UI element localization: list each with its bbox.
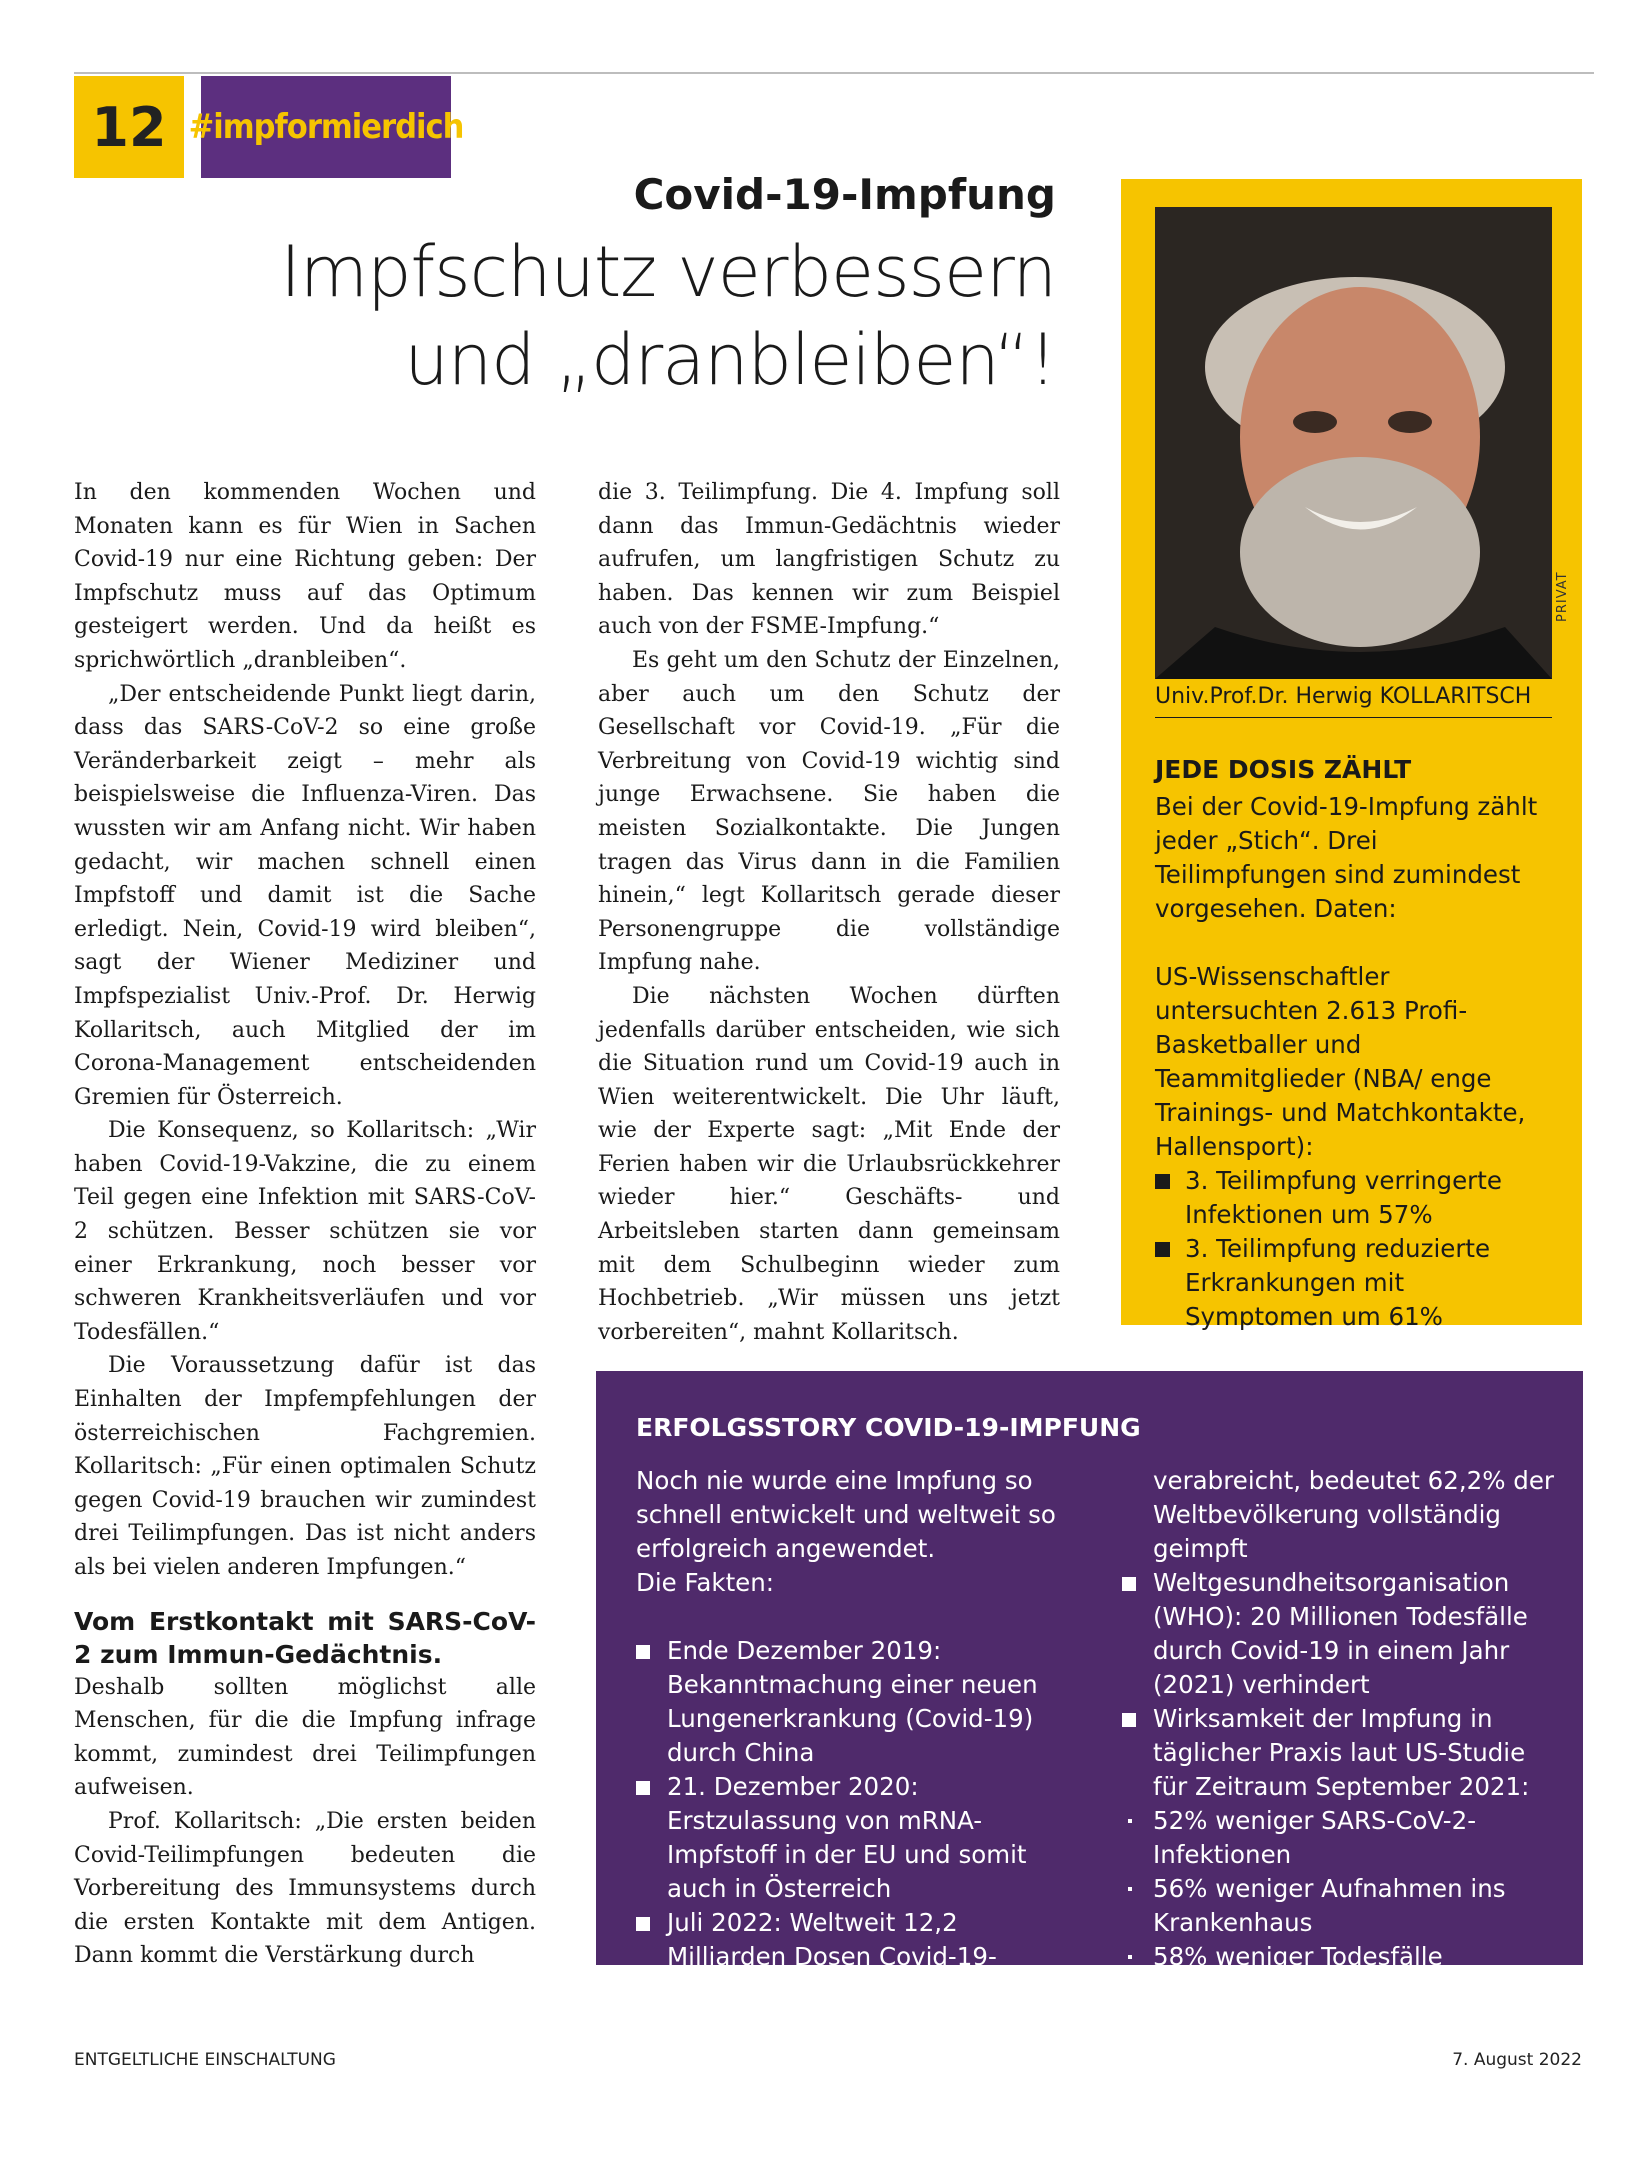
footer-notice: ENTGELTLICHE EINSCHALTUNG (74, 2050, 336, 2070)
sub-list-item: 52% weniger SARS-CoV-2-Infektionen (1122, 1804, 1562, 1872)
list-item: 3. Teilimpfung reduzierte Erkrankungen mit Symptomen um 61% (1155, 1232, 1555, 1334)
page-number: 12 (74, 76, 184, 178)
square-bullet-icon (636, 1917, 650, 1931)
success-story-title: ERFOLGSSTORY COVID-19-IMPFUNG (636, 1413, 1141, 1442)
square-bullet-icon (636, 1645, 650, 1659)
paragraph: Prof. Kollaritsch: „Die ersten beiden Covid-Teilimpfungen bedeuten die Vorbereitung des Immunsystems durch die ersten Kontakte mit dem Antigen. Dann kommt die Verstärkung durch (74, 1808, 536, 1969)
portrait-photo (1155, 207, 1552, 679)
sub-list-item: 58% weniger Todesfälle (1122, 1940, 1562, 1974)
sidebar-title: JEDE DOSIS ZÄHLT (1155, 755, 1412, 784)
facts-list-2 (1122, 1566, 1562, 1804)
article-column-2 (598, 476, 1060, 1349)
dot-bullet-icon (1128, 1955, 1132, 1959)
list-item: 21. Dezember 2020: Erstzulassung von mRNA-Impfstoff in der EU und somit auch in Österreich (636, 1770, 1076, 1906)
dot-bullet-icon (1128, 1819, 1132, 1823)
paragraph: die 3. Teilimpfung. Die 4. Impfung soll dann das Immun-Gedächtnis wieder aufrufen, um langfristigen Schutz zu haben. Das kennen wir zum Beispiel auch von der FSME-Impfung.“ (598, 480, 1060, 640)
square-bullet-icon (1122, 1577, 1136, 1591)
article-column-1 (74, 476, 536, 1973)
footer-date: 7. August 2022 (1452, 2050, 1582, 2070)
success-intro: Noch nie wurde eine Impfung so schnell entwickelt und weltweit so erfolgreich angewendet. (636, 1466, 1056, 1563)
headline-line-2: und „dranbleiben“! (404, 319, 1056, 401)
list-item: Juli 2022: Weltweit 12,2 Milliarden Dosen Covid-19-Vakzine (636, 1906, 1076, 2008)
photo-caption: Univ.Prof.Dr. Herwig KOLLARITSCH (1155, 684, 1552, 718)
dot-bullet-icon (1128, 1887, 1132, 1891)
sidebar-intro: Bei der Covid-19-Impfung zählt jeder „Stich“. Drei Teilimpfungen sind zumindest vorgesehen. Daten: (1155, 792, 1538, 923)
paragraph: Die Voraussetzung dafür ist das Einhalten der Impfempfehlungen der österreichischen Fachgremien. Kollaritsch: „Für einen optimalen Schutz gegen Covid-19 brauchen wir zumindest drei Teilimpfungen. Das ist nicht anders als bei vielen anderen Impfungen.“ (74, 1353, 536, 1580)
portrait-illustration (1155, 207, 1552, 679)
list-continuation: verabreicht, bedeutet 62,2% der Weltbevölkerung vollständig geimpft (1153, 1466, 1554, 1563)
paragraph: Die Konsequenz, so Kollaritsch: „Wir haben Covid-19-Vakzine, die zu einem Teil gegen eine Infektion mit SARS-CoV-2 schützen. Besser schützen sie vor einer Erkrankung, noch besser vor schweren Krankheitsverläufen und vor Todesfällen.“ (74, 1118, 536, 1345)
subheading: Vom Erstkontakt mit SARS-CoV-2 zum Immun-Gedächtnis. (74, 1606, 536, 1669)
spacer (1155, 926, 1555, 960)
sidebar-study: US-Wissenschaftler untersuchten 2.613 Profi-Basketballer und Teammitglieder (NBA/ enge Trainings- und Matchkontakte, Hallensport): (1155, 962, 1526, 1161)
facts-list (636, 1634, 1076, 2008)
paragraph: Es geht um den Schutz der Einzelnen, aber auch um den Schutz der Gesellschaft vor Covid-19. „Für die Verbreitung von Covid-19 wichtig sind junge Erwachsene. Sie haben die meisten Sozialkontakte. Die Jungen tragen das Virus dann in die Familien hinein,“ legt Kollaritsch gerade dieser Personengruppe die vollständige Impfung nahe. (598, 647, 1060, 976)
paragraph: Deshalb sollten möglichst alle Menschen, für die die Impfung infrage kommt, zumindest drei Teilimpfungen aufweisen. (74, 1674, 536, 1801)
sidebar-body (1155, 790, 1555, 1334)
square-bullet-icon (1155, 1174, 1170, 1189)
success-intro-2: Die Fakten: (636, 1568, 775, 1597)
paragraph: In den kommenden Wochen und Monaten kann es für Wien in Sachen Covid-19 nur eine Richtung geben: Der Impfschutz muss auf das Optimum gesteigert werden. Und da heißt es sprichwörtlich „dranbleiben“. (74, 480, 536, 673)
paragraph: „Der entscheidende Punkt liegt darin, dass das SARS-CoV-2 so eine große Veränderbarkeit zeigt – mehr als beispielsweise die Influenza-Viren. Das wussten wir am Anfang nicht. Wir haben gedacht, wir machen schnell einen Impfstoff und damit ist die Sache erledigt. Nein, Covid-19 wird bleiben“, sagt der Wiener Mediziner und Impfspezialist Univ.-Prof. Dr. Herwig Kollaritsch, auch Mitglied der im Corona-Management entscheidenden Gremien für Österreich. (74, 681, 536, 1110)
success-column-1 (636, 1464, 1076, 2008)
list-item: 3. Teilimpfung verringerte Infektionen um 57% (1155, 1164, 1555, 1232)
effectiveness-list (1122, 1804, 1562, 1974)
square-bullet-icon (1122, 1713, 1136, 1727)
list-item: Wirksamkeit der Impfung in täglicher Praxis laut US-Studie für Zeitraum September 2021: (1122, 1702, 1562, 1804)
top-rule (74, 72, 1594, 74)
sub-list-item: 56% weniger Aufnahmen ins Krankenhaus (1122, 1872, 1562, 1940)
article-kicker: Covid-19-Impfung (633, 170, 1056, 219)
list-item: Weltgesundheitsorganisation (WHO): 20 Millionen Todesfälle durch Covid-19 in einem Jahr (2021) verhindert (1122, 1566, 1562, 1702)
list-item: Ende Dezember 2019: Bekanntmachung einer neuen Lungenerkrankung (Covid-19) durch China (636, 1634, 1076, 1770)
success-column-2 (1122, 1464, 1562, 1974)
hashtag-badge: #impformierdich (201, 76, 451, 178)
article-headline (156, 228, 1056, 404)
headline-line-1: Impfschutz verbessern (280, 231, 1056, 313)
square-bullet-icon (1155, 1242, 1170, 1257)
sidebar-list (1155, 1164, 1555, 1334)
paragraph: Die nächsten Wochen dürften jedenfalls darüber entscheiden, wie sich die Situation rund um Covid-19 auch in Wien weiterentwickelt. Die Uhr läuft, wie der Experte sagt: „Mit Ende der Ferien haben wir die Urlaubsrückkehrer wieder hier.“ Geschäfts- und Arbeitsleben starten dann gemeinsam mit dem Schulbeginn wieder zum Hochbetrieb. „Wir müssen uns jetzt vorbereiten“, mahnt Kollaritsch. (598, 983, 1060, 1345)
square-bullet-icon (636, 1781, 650, 1795)
spacer (636, 1600, 1076, 1634)
photo-credit: PRIVAT (1555, 571, 1570, 622)
